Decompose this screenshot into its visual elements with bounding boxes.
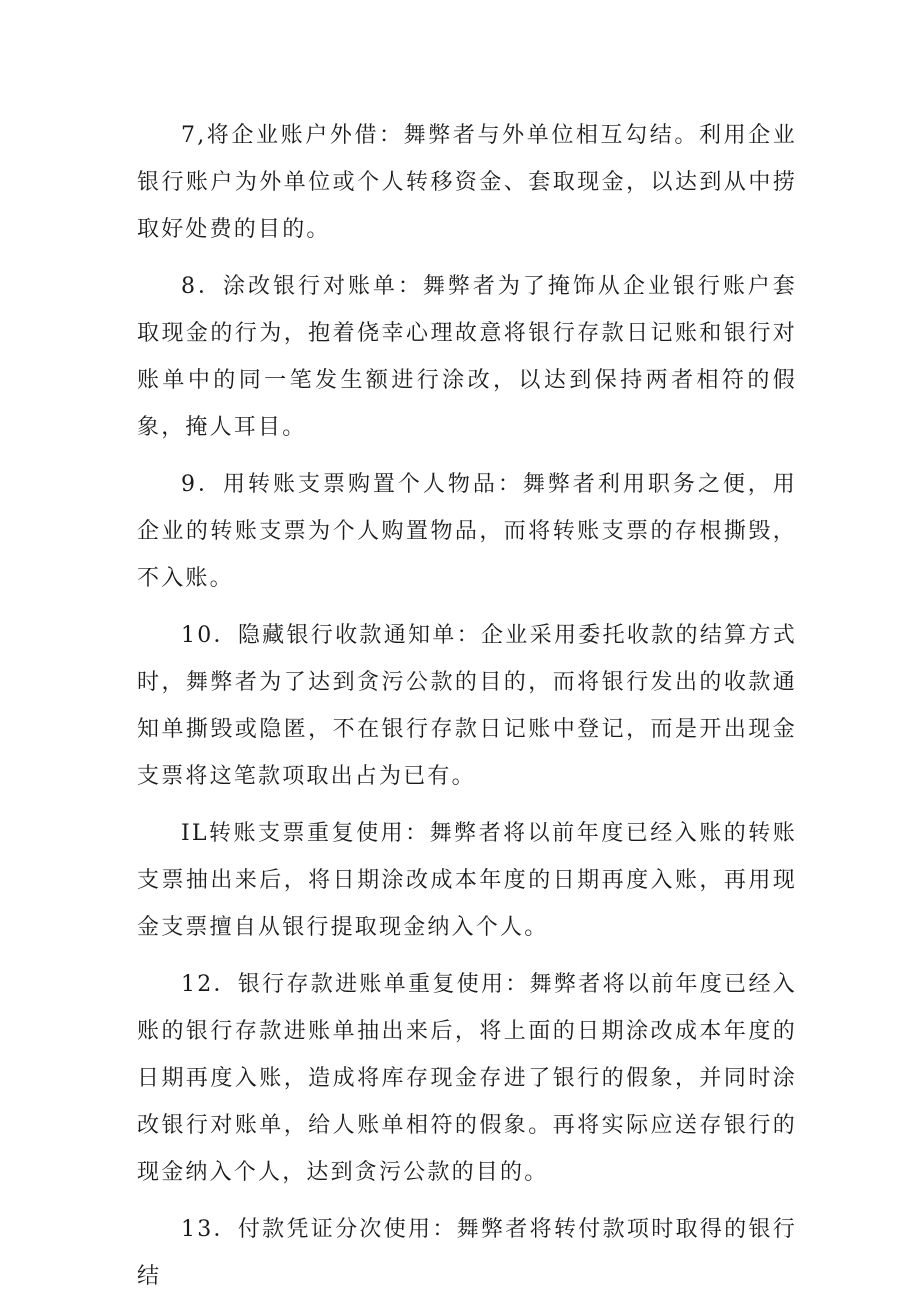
paragraph-item-13: 13．付款凭证分次使用：舞弊者将转付款项时取得的银行结 [137,1217,797,1289]
paragraph-item-9: 9．用转账支票购置个人物品：舞弊者利用职务之便，用企业的转账支票为个人购置物品，而将转账支票的存根撕毁，不入账。 [137,472,797,591]
paragraph-item-8: 8．涂改银行对账单：舞弊者为了掩饰从企业银行账户套取现金的行为，抱着侥幸心理故意将银行存款日记账和银行对账单中的同一笔发生额进行涂改，以达到保持两者相符的假象，掩人耳目。 [137,274,797,440]
paragraph-item-7: 7,将企业账户外借：舞弊者与外单位相互勾结。利用企业银行账户为外单位或个人转移资金、套取现金，以达到从中捞取好处费的目的。 [137,123,797,242]
paragraph-item-10: 10．隐藏银行收款通知单：企业采用委托收款的结算方式时，舞弊者为了达到贪污公款的目的，而将银行发出的收款通知单撕毁或隐匿，不在银行存款日记账中登记，而是开出现金支票将这笔款项取出占为已有。 [137,623,797,789]
document-body [137,112,797,1310]
paragraph-item-12: 12．银行存款进账单重复使用：舞弊者将以前年度已经入账的银行存款进账单抽出来后，将上面的日期涂改成本年度的日期再度入账，造成将库存现金存进了银行的假象，并同时涂改银行对账单，给人账单相符的假象。再将实际应送存银行的现金纳入个人，达到贪污公款的目的。 [137,972,797,1185]
paragraph-item-11: IL转账支票重复使用：舞弊者将以前年度已经入账的转账支票抽出来后，将日期涂改成本年度的日期再度入账，再用现金支票擅自从银行提取现金纳入个人。 [137,821,797,940]
